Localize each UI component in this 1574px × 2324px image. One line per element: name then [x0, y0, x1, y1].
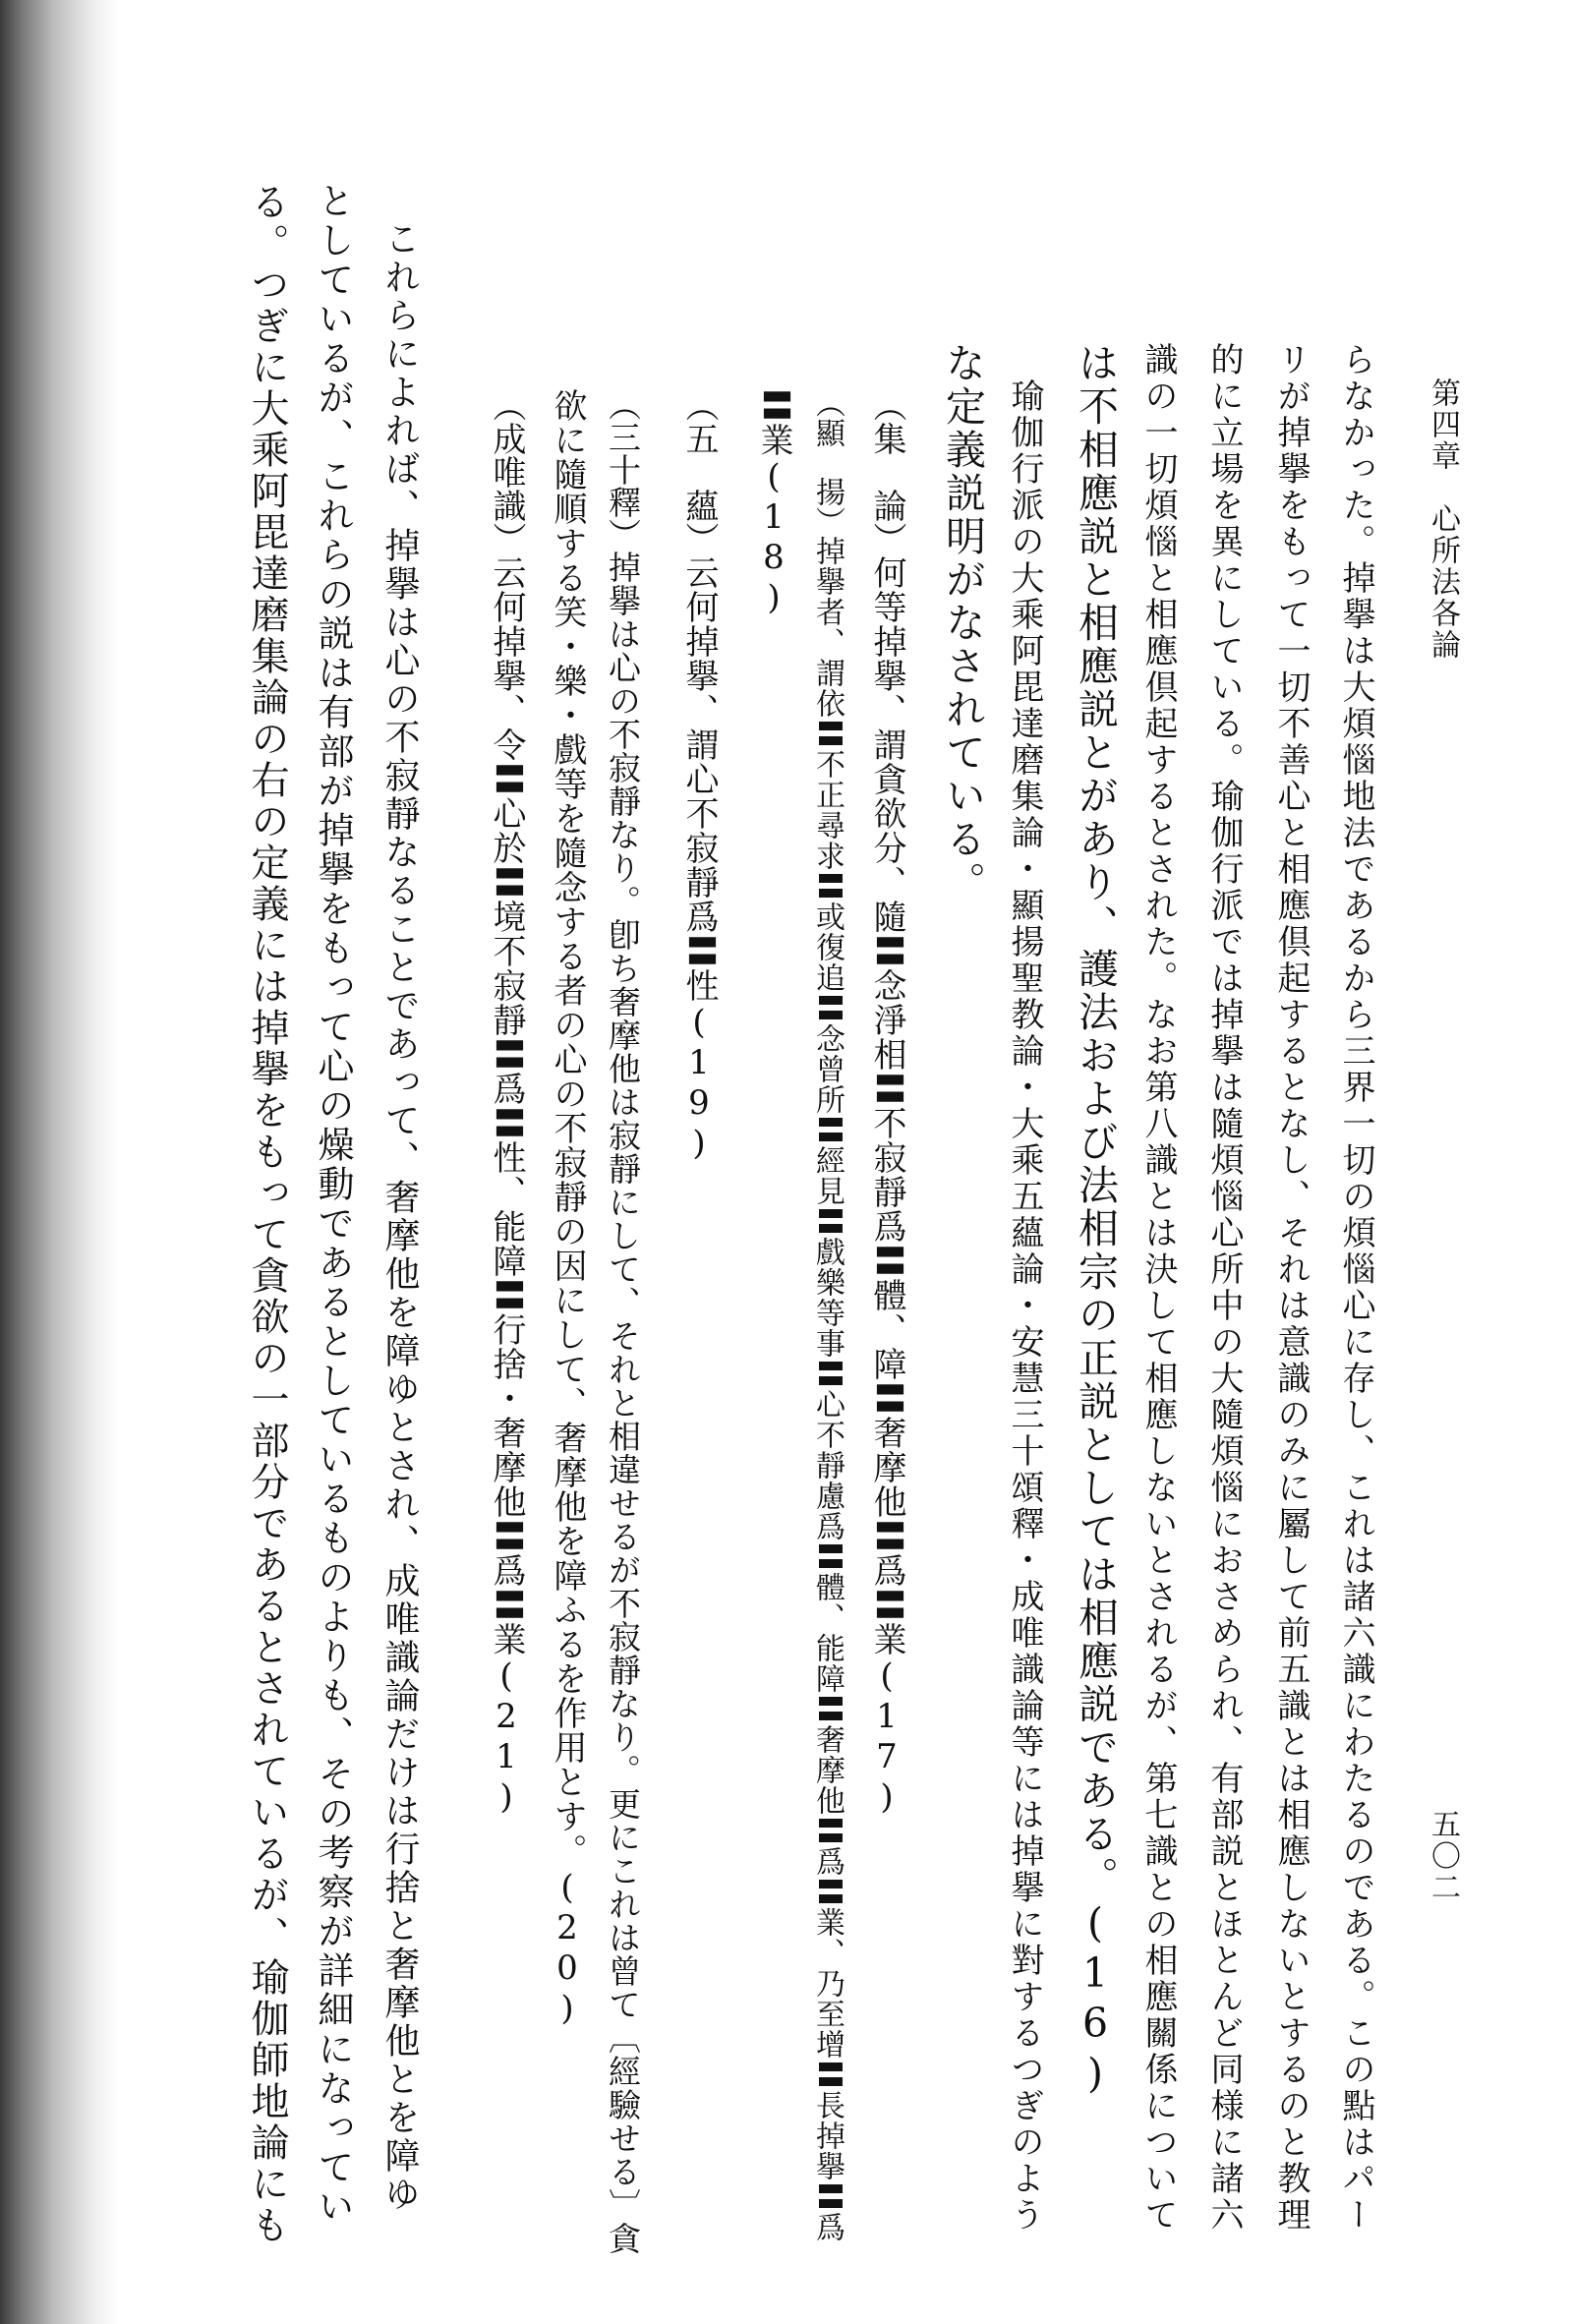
paragraph-line: 瑜伽行派の大乘阿毘達磨集論・顯揚聖教論・大乘五蘊論・安慧三十頌釋・成唯識論等には掉擧に對するつぎのよう: [1005, 342, 1044, 2234]
quote-sanjushaku: [604, 388, 642, 2255]
paragraph-line: としているが、これらの説は有部が掉擧をもって心の燥動であるとしているものよりも、その考察が詳細になってい: [312, 182, 354, 2227]
page-number: 五〇二: [1426, 1809, 1460, 1903]
quote-text: 云何掉擧、令〓心於〓境不寂靜〓爲〓性、能障〓行捨・奢摩他〓爲〓業(21): [487, 555, 526, 1818]
quote-kenyo: [810, 388, 845, 2242]
chapter-header: 第四章 心所法各論: [1426, 378, 1460, 661]
paragraph-line: は不相應説と相應説とがあり、護法および法相宗の正説としては相應説である。(16): [1072, 342, 1119, 2100]
quote-source-label: （三十釋）: [604, 388, 642, 551]
paragraph-line: これらによれば、掉擧は心の不寂靜なることであって、奢摩他を障ゆとされ、成唯識論だけは行捨と奢摩他とを障ゆ: [379, 182, 420, 2214]
quote-jiron: [867, 388, 906, 1818]
quote-source-label: （集 論）: [867, 388, 906, 555]
paragraph-line: る。つぎに大乘阿毘達磨集論の右の定義には掉擧をもって貪欲の一部分であるとされているが、瑜伽師地論にも: [245, 182, 289, 2246]
paragraph-line: 識の一切煩惱と相應倶起するとされた。なお第八識とは決して相應しないとされるが、第七識との相應關係について: [1138, 342, 1178, 2234]
quote-text: 何等掉擧、謂貪欲分、隨〓念淨相〓不寂靜爲〓體、障〓奢摩他〓爲〓業(17): [867, 555, 906, 1818]
paragraph-line: らなかった。掉擧は大煩惱地法であるから三界一切の煩惱心に存し、これは諸六識にわたるのである。この點はパー: [1336, 342, 1375, 2234]
paragraph-line: リが掉擧をもって一切不善心と相應倶起するとなし、それは意識のみに屬して前五識とは相應しないとするのと教理: [1271, 342, 1311, 2234]
scan-gutter-shadow: [0, 0, 118, 2324]
quote-text: 掉擧は心の不寂靜なり。卽ち奢摩他は寂靜にして、それと相違せるが不寂靜なり。更にこれは曾て〔經驗せる〕貪: [604, 551, 642, 2255]
quote-source-label: （顯 揚）: [810, 388, 845, 536]
paragraph-line: な定義説明がなされている。: [939, 342, 986, 904]
quote-continuation: 〓業(18): [754, 388, 793, 618]
quote-text: 掉擧者、謂依〓不正尋求〓或復追〓念曾所〓經見〓戲樂等事〓心不靜慮爲〓體、能障〓奢摩他〓爲〓業、乃至增〓長掉擧〓爲: [810, 536, 845, 2242]
quote-continuation: 欲に隨順する笑・樂・戲等を隨念する者の心の不寂靜の因にして、奢摩他を障ふるを作用とす。(20): [548, 388, 587, 2029]
quote-text: 云何掉擧、謂心不寂靜爲〓性(19): [679, 555, 719, 1164]
quote-goun: [679, 388, 719, 1164]
paragraph-line: 的に立場を異にしている。瑜伽行派では掉擧は隨煩惱心所中の大隨煩惱におさめられ、有部説とほとんど同様に諸六: [1204, 342, 1244, 2234]
quote-source-label: （成唯識）: [487, 388, 526, 555]
quote-jouyuishiki: [487, 388, 526, 1818]
quote-source-label: （五 蘊）: [679, 388, 719, 555]
